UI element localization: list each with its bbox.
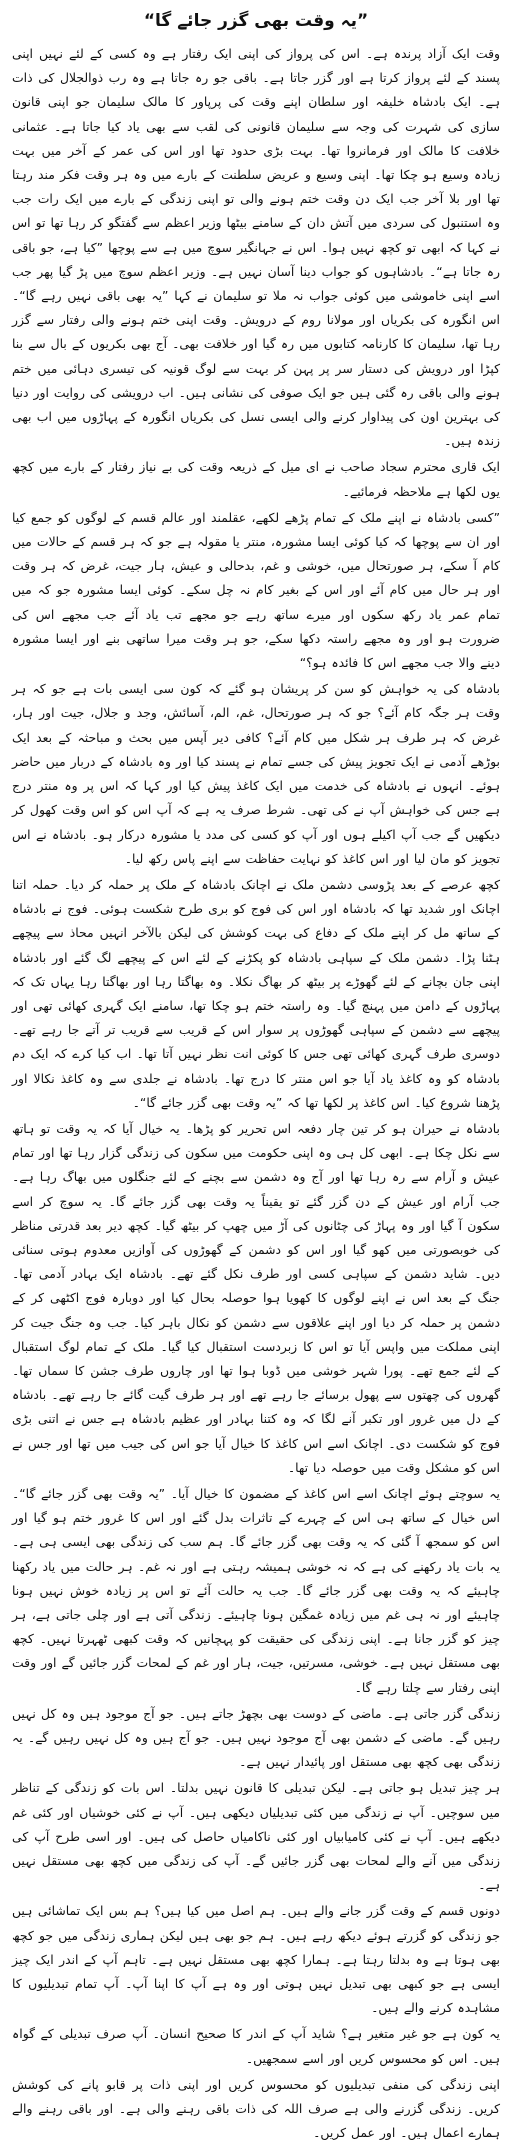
article-paragraph-9: ہر چیز تبدیل ہو جاتی ہے۔ لیکن تبدیلی کا قانون نہیں بدلتا۔ اس بات کو زندگی کے تناظر میں سوچیں۔ آپ نے زندگی میں کئی تبدیلیاں دیکھی ہیں۔ آپ نے کئی خوشیاں اور کئی غم دیکھے ہیں۔ آپ نے کئی کامیابیاں اور کئی ناکامیاں حاصل کی ہیں۔ اور اسی طرح آپ کی زندگی میں آنے والے لمحات بھی گزر جائیں گے۔ آپ کی زندگی میں کچھ بھی مستقل نہیں ہے۔ [12,1780,500,1893]
article-title: ”یہ وقت بھی گزر جائے گا“ [143,11,369,31]
article-body [12,42,500,2145]
article-paragraph-8: زندگی گزر جاتی ہے۔ ماضی کے دوست بھی بچھڑ جاتے ہیں۔ جو آج موجود ہیں وہ کل نہیں رہیں گے۔ ماضی کے دشمن بھی آج موجود نہیں ہیں۔ جو آج ہیں وہ کل نہیں رہیں گے۔ یہ زندگی بھی کچھ بھی مستقل اور پائیدار نہیں ہے۔ [12,1705,500,1770]
article-paragraph-12: اپنی زندگی کی منفی تبدیلیوں کو محسوس کریں اور اپنی ذات پر قابو پانے کی کوشش کریں۔ زندگی گزرنے والی ہے صرف اللہ کی ذات باقی رہنے والی ہے۔ اور باقی رہنے والے ہمارے اعمال ہیں۔ اور عمل کریں۔ [12,2076,500,2141]
article-paragraph-11: یہ کون ہے جو غیر متغیر ہے؟ شاید آپ کے اندر کا صحیح انسان۔ آپ صرف تبدیلی کے گواہ ہیں۔ اس کو محسوس کریں اور اسے سمجھیں۔ [12,2026,500,2066]
article-paragraph-6: بادشاہ نے حیران ہو کر تین چار دفعہ اس تحریر کو پڑھا۔ یہ خیال آیا کہ یہ وقت تو ہاتھ سے نکل چکا ہے۔ ابھی کل ہی وہ اپنی حکومت میں سکون کی زندگی گزار رہا تھا اور تمام عیش و آرام سے رہ رہا تھا اور آج وہ دشمن سے بچنے کے لئے جنگلوں میں بھاگ رہا ہے۔ جب آرام اور عیش کے دن گزر گئے تو یقیناً یہ وقت بھی گزر جائے گا۔ یہ سوچ کر اسے سکون آ گیا اور وہ پہاڑ کی چٹانوں کی آڑ میں چھپ کر بیٹھ گیا۔ کچھ دیر بعد قدرتی مناظر کی خوبصورتی میں کھو گیا اور اس کو دشمن کے گھوڑوں کی آوازیں معدوم ہوتی سنائی دیں۔ شاید دشمن کے سپاہی کسی اور طرف نکل گئے تھے۔ بادشاہ ایک بہادر آدمی تھا۔ جنگ کے بعد اس نے اپنے لوگوں کا کھویا ہوا حوصلہ بحال کیا اور دوبارہ فوج اکٹھی کر کے دشمن پر حملہ کر دیا اور اپنے علاقوں سے دشمن کو نکال باہر کیا۔ جب وہ جنگ جیت کر اپنی مملکت میں واپس آیا تو اس کا زبردست استقبال کیا گیا۔ ملک کے تمام لوگ استقبال کے لئے جمع تھے۔ پورا شہر خوشی میں ڈوبا ہوا تھا اور چاروں طرف جشن کا سماں تھا۔ گھروں کی چھتوں سے پھول برسائے جا رہے تھے اور ہر طرف گیت گائے جا رہے تھے۔ بادشاہ کے دل میں غرور اور تکبر آنے لگا کہ وہ کتنا بہادر اور عظیم بادشاہ ہے جس نے اتنی بڑی فوج کو شکست دی۔ اچانک اسے اس کاغذ کا خیال آیا جو اس کی جیب میں تھا اور جس نے اس کو مشکل وقت میں حوصلہ دیا تھا۔ [12,1120,500,1475]
article-paragraph-7: یہ سوچتے ہوئے اچانک اسے اس کاغذ کے مضمون کا خیال آیا۔ ”یہ وقت بھی گزر جائے گا“۔ اس خیال کے ساتھ ہی اس کے چہرے کے تاثرات بدل گئے اور اس کا غرور ختم ہو گیا اور اس کو سمجھ آ گئی کہ یہ وقت بھی گزر جائے گا۔ ہم سب کی زندگی بھی ایسی ہی ہے۔ یہ بات یاد رکھنے کی ہے کہ نہ خوشی ہمیشہ رہتی ہے اور نہ غم۔ ہر حالت میں یاد رکھنا چاہیئے کہ یہ وقت بھی گزر جائے گا۔ جب یہ حالت آئے تو اس پر زیادہ خوش نہیں ہونا چاہیئے اور نہ ہی غم میں زیادہ غمگین ہونا چاہیئے۔ زندگی آتی ہے اور چلی جاتی ہے، ہر چیز کو گزر جانا ہے۔ اپنی زندگی کی حقیقت کو پہچانیں کہ وقت کبھی ٹھہرتا نہیں۔ کچھ بھی مستقل نہیں ہے۔ خوشی، مسرتیں، جیت، ہار اور غم کے لمحات گزر جائیں گے اور وقت اپنی رفتار سے چلتا رہے گا۔ [12,1485,500,1695]
article-paragraph-10: دونوں قسم کے وقت گزر جانے والے ہیں۔ ہم اصل میں کیا ہیں؟ ہم بس ایک تماشائی ہیں جو زندگی کو گزرتے ہوئے دیکھ رہے ہیں۔ ہم جو بھی ہیں لیکن ہماری زندگی میں جو کچھ بھی ہوتا ہے وہ بدلتا رہتا ہے۔ ہمارا کچھ بھی مستقل نہیں ہے۔ تاہم آپ کے اندر ایک چیز ایسی ہے جو کبھی بھی تبدیل نہیں ہوتی اور وہ ہے آپ کا اپنا آپ۔ آپ تمام تبدیلیوں کا مشاہدہ کرنے والے ہیں۔ [12,1903,500,2016]
article-paragraph-1: وقت ایک آزاد پرندہ ہے۔ اس کی پرواز کی اپنی ایک رفتار ہے وہ کسی کے لئے نہیں اپنی پسند کے لئے پرواز کرتا ہے اور گزر جاتا ہے۔ باقی جو رہ جاتا ہے وہ رب ذوالجلال کی ذات ہے۔ ایک بادشاہ خلیفہ اور سلطان اپنے وقت کی پرپاور کا مالک سلیمان جو اپنی قانون سازی کی شہرت کی وجہ سے سلیمان قانونی کی لقب سے بھی یاد کیا جاتا ہے۔ عثمانی خلافت کا مالک اور فرمانروا تھا۔ بہت بڑی حدود تھا اور اس کی عمر کے آخر میں بہت زیادہ وسیع ہو چکا تھا۔ اپنی وسیع و عریض سلطنت کے بارے میں وہ ہر وقت فکر مند رہتا تھا اور بلا آخر جب ایک دن وقت ختم ہونے والی تو اپنی زندگی کے بارے میں ایک رات جب وہ استنبول کی سردی میں آتش دان کے سامنے بیٹھا وزیر اعظم سے گفتگو کر رہا تھا تو اس نے کہا کہ ابھی تو کچھ نہیں ہوا۔ اس نے جہانگیر سوچ میں ہے سے پوچھا ”کیا ہے، جو باقی رہ جاتا ہے“۔ بادشاہوں کو جواب دینا آسان نہیں ہے۔ وزیر اعظم سوچ میں پڑ گیا پھر جب اسے اپنی خاموشی میں کوئی جواب نہ ملا تو سلیمان نے کہا ”یہ بھی باقی نہیں رہے گا“۔ اس انگورہ کی بکریاں اور مولانا روم کے درویش۔ وقت اپنی ختم ہونے والی رفتار سے گزر رہا تھا، سلیمان کا کارنامہ کتابوں میں رہ گیا اور خلافت بھی۔ آج بھی بکریوں کے بال سے بنا کپڑا اور درویش کی دستار سر پر پہن کر بہت سے لوگ قونیہ کی تیسری دہائی میں ختم ہونے والی باقی رہ گئی ہیں جو ایک صوفی کی نشانی ہیں۔ اب درویشی کی روایت اور دنیا کی بہترین اون کی پیداوار کرنے والی ایسی نسل کی بکریاں انگورہ کے پہاڑوں میں اب بھی زندہ ہیں۔ [12,46,500,449]
article-paragraph-3: ”کسی بادشاہ نے اپنے ملک کے تمام پڑھے لکھے، عقلمند اور عالم قسم کے لوگوں کو جمع کیا اور ان سے پوچھا کہ کیا کوئی ایسا مشورہ، منتر یا مقولہ ہے جو کہ ہر قسم کے حالات میں کام آ سکے، ہر صورتحال میں، خوشی و غم، بدحالی و عیش، ہار جیت، غرض کہ ہر وقت اور ہر حال میں کام آئے اور اس کے بغیر کام نہ چل سکے۔ کوئی ایسا مشورہ جو کہ میں تمام عمر یاد رکھ سکوں اور میرے ساتھ رہے جو مجھے تب یاد آئے جب مجھے اس کی ضرورت ہو اور وہ مجھے راستہ دکھا سکے، جو ہر وقت میرا ساتھی بنے اور ایسا مشورہ دینے والا جب مجھے اس کا فائدہ ہو؟“ [12,509,500,671]
article-paragraph-4: بادشاہ کی یہ خواہش کو سن کر پریشان ہو گئے کہ کون سی ایسی بات ہے جو کہ ہر وقت ہر جگہ کام آئے؟ جو کہ ہر صورتحال، غم، الم، آسائش، وجد و جلال، جیت اور ہار، غرض کہ ہر طرف ہر شکل میں کام آئے؟ کافی دیر آپس میں بحث و مباحثہ کے بعد ایک بوڑھے آدمی نے ایک تجویز پیش کی جسے تمام نے پسند کیا اور وہ بادشاہ کے دربار میں حاضر ہوئے۔ انہوں نے بادشاہ کی خدمت میں ایک کاغذ پیش کیا اور کہا کہ اس پر وہ منتر درج ہے جس کی خواہش آپ نے کی تھی۔ شرط صرف یہ ہے کہ آپ اس کو اس وقت کھول کر دیکھیں گے جب آپ اکیلے ہوں اور آپ کو کسی کی مدد یا مشورہ درکار ہو۔ بادشاہ نے اس تجویز کو مان لیا اور اس کاغذ کو نہایت حفاظت سے اپنے پاس رکھ لیا۔ [12,681,500,866]
article-paragraph-5: کچھ عرصے کے بعد پڑوسی دشمن ملک نے اچانک بادشاہ کے ملک پر حملہ کر دیا۔ حملہ اتنا اچانک اور شدید تھا کہ بادشاہ اور اس کی فوج کو بری طرح شکست ہوئی۔ فوج نے بادشاہ کے ساتھ مل کر اپنے ملک کے دفاع کی بہت کوشش کی لیکن بالآخر انہیں محاذ سے پیچھے ہٹنا پڑا۔ دشمن ملک کے سپاہی بادشاہ کو پکڑنے کے لئے اس کے پیچھے لگ گئے اور بادشاہ اپنی جان بچانے کے لئے گھوڑے پر بیٹھ کر بھاگ نکلا۔ وہ بھاگتا رہا اور بھاگتا رہا یہاں تک کہ پہاڑوں کے دامن میں پہنچ گیا۔ وہ راستہ ختم ہو چکا تھا، سامنے ایک گہری کھائی تھی اور پیچھے سے دشمن کے سپاہی گھوڑوں پر سوار اس کے قریب سے قریب تر آتے جا رہے تھے۔ دوسری طرف گہری کھائی تھی جس کا کوئی انت نظر نہیں آتا تھا۔ اب کیا کرے کہ ایک دم بادشاہ کو وہ کاغذ یاد آیا جو اس منتر کا درج تھا۔ بادشاہ نے جلدی سے وہ کاغذ نکالا اور پڑھنا شروع کیا۔ اس کاغذ پر لکھا تھا کہ ”یہ وقت بھی گزر جائے گا“۔ [12,876,500,1110]
article-paragraph-2: ایک قاری محترم سجاد صاحب نے ای میل کے ذریعہ وقت کی بے نیاز رفتار کے بارے میں کچھ یوں لکھا ہے ملاحظہ فرمائیے۔ [12,459,500,499]
